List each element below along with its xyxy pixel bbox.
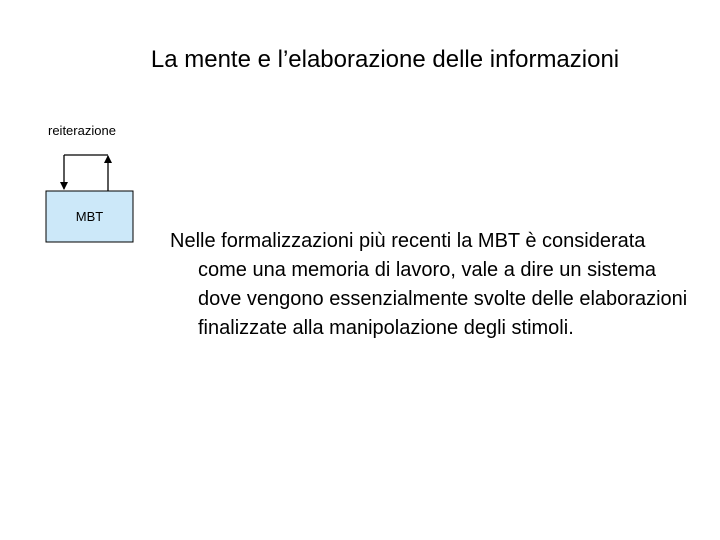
slide-title: La mente e l’elaborazione delle informazioni — [150, 46, 620, 73]
mbt-box-label: MBT — [75, 209, 104, 224]
reiterazione-label: reiterazione — [48, 123, 116, 138]
body-paragraph: Nelle formalizzazioni più recenti la MBT è considerata come una memoria di lavoro, vale a dire un sistema dove vengono essenzialmente svolte delle elaborazioni finalizzate alla manipolazione degli stimoli. — [170, 230, 688, 339]
